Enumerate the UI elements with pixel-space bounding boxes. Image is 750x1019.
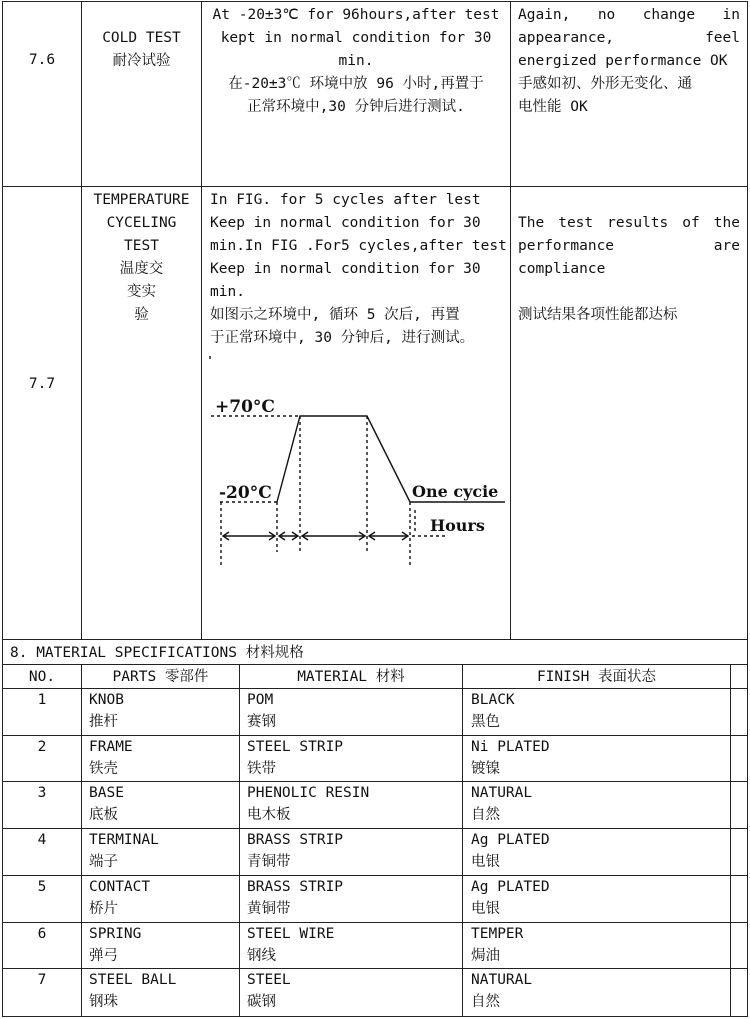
- method-line: min.In FIG .For5 cycles,after test: [210, 238, 507, 254]
- part-name-en: SPRING: [89, 926, 142, 942]
- table-border-right: [747, 1, 748, 1017]
- method-line: Keep in normal condition for 30: [210, 215, 481, 231]
- method-line: min.: [210, 284, 245, 300]
- finish-zh: 黑色: [471, 714, 500, 730]
- result-line: [518, 4, 740, 27]
- finish-en: Ag PLATED: [471, 832, 550, 848]
- part-name-en: KNOB: [89, 692, 124, 708]
- part-name-en: BASE: [89, 785, 124, 801]
- row-divider-7-7: [2, 639, 748, 640]
- result-word: feel: [705, 30, 740, 46]
- method-line: 正常环境中,30 分钟后进行测试.: [247, 99, 465, 115]
- test-name-zh: 耐冷试验: [112, 53, 171, 69]
- material-zh: 电木板: [247, 807, 291, 823]
- result-line: [518, 235, 740, 258]
- method-line: 在-20±3℃ 环境中放 96 小时,再置于: [228, 76, 484, 92]
- temperature-cycle-diagram: [205, 350, 508, 580]
- part-name-zh: 推杆: [89, 714, 118, 730]
- result-line: 手感如初、外形无变化、通: [518, 76, 692, 92]
- result-word: appearance,: [518, 30, 615, 46]
- row-number: 4: [37, 832, 47, 848]
- result-word: of: [682, 215, 700, 231]
- finish-en: NATURAL: [471, 972, 533, 988]
- part-name-en: STEEL BALL: [89, 972, 177, 988]
- finish-zh: 电银: [471, 901, 500, 917]
- material-en: BRASS STRIP: [247, 879, 344, 895]
- method-line: Keep in normal condition for 30: [210, 261, 481, 277]
- part-name-zh: 桥片: [89, 901, 118, 917]
- material-en: STEEL: [247, 972, 291, 988]
- result-line: 电性能 OK: [518, 99, 588, 115]
- table-border-top: [2, 1, 748, 2]
- material-zh: 黄铜带: [247, 901, 291, 917]
- finish-en: TEMPER: [471, 926, 524, 942]
- material-zh: 碳钢: [247, 994, 276, 1010]
- part-name-en: FRAME: [89, 739, 133, 755]
- result-line: energized performance OK: [518, 53, 728, 69]
- test-name-line: TEST: [124, 238, 159, 254]
- result-word: are: [713, 238, 740, 254]
- test-name-line: 温度交: [119, 261, 164, 277]
- one-cycle-label: One cycie: [412, 482, 499, 501]
- finish-zh: 电银: [471, 854, 500, 870]
- result-word: the: [713, 215, 740, 231]
- table-border-bottom: [2, 1016, 748, 1017]
- finish-en: NATURAL: [471, 785, 533, 801]
- test-name-line: TEMPERATURE: [93, 192, 190, 208]
- header-no: NO.: [28, 669, 56, 685]
- finish-en: Ag PLATED: [471, 879, 550, 895]
- row-number: 6: [37, 926, 47, 942]
- test-name-line: 变实: [127, 284, 156, 300]
- mat-col-divider: [730, 664, 731, 1017]
- row-number: 1: [37, 692, 47, 708]
- result-word: Again,: [518, 7, 571, 23]
- material-zh: 青铜带: [247, 854, 291, 870]
- material-en: PHENOLIC RESIN: [247, 785, 370, 801]
- part-name-en: TERMINAL: [89, 832, 159, 848]
- result-word: in: [722, 7, 740, 23]
- finish-en: Ni PLATED: [471, 739, 550, 755]
- row-number: 2: [37, 739, 47, 755]
- result-word: results: [607, 215, 669, 231]
- finish-zh: 焗油: [471, 948, 500, 964]
- part-name-zh: 底板: [89, 807, 118, 823]
- header-material: MATERIAL 材料: [297, 669, 405, 685]
- row-divider-7-6: [2, 186, 748, 187]
- material-en: STEEL STRIP: [247, 739, 344, 755]
- finish-zh: 自然: [471, 994, 500, 1010]
- part-name-zh: 端子: [89, 854, 118, 870]
- mat-col-divider: [462, 664, 463, 1017]
- method-line: In FIG. for 5 cycles after lest: [210, 192, 481, 208]
- result-word: no: [597, 7, 616, 23]
- hours-label: Hours: [430, 516, 485, 535]
- section-divider: [2, 664, 748, 665]
- result-line: compliance: [518, 261, 606, 277]
- method-line: kept in normal condition for 30: [220, 30, 492, 46]
- result-line: [518, 212, 740, 235]
- row-number: 7: [37, 972, 47, 988]
- low-temp-label: -20°C: [219, 483, 272, 503]
- test-name-line: CYCELING: [106, 215, 177, 231]
- header-finish: FINISH 表面状态: [536, 669, 657, 685]
- row-number: 3: [37, 785, 47, 801]
- result-line: 测试结果各项性能都达标: [518, 307, 678, 323]
- high-temp-label: +70°C: [215, 397, 275, 417]
- cycle-diagram-svg: [205, 350, 508, 580]
- method-line: At -20±3℃ for 96hours,after test: [212, 7, 500, 23]
- material-zh: 铁带: [247, 761, 276, 777]
- mat-col-divider: [239, 664, 240, 1017]
- result-word: test: [558, 215, 594, 231]
- finish-en: BLACK: [471, 692, 515, 708]
- header-parts: PARTS 零部件: [112, 669, 209, 685]
- result-word: change: [642, 7, 696, 23]
- section-title: 8. MATERIAL SPECIFICATIONS 材料规格: [10, 645, 304, 661]
- material-en: STEEL WIRE: [247, 926, 335, 942]
- mat-col-divider: [81, 664, 82, 1017]
- finish-zh: 自然: [471, 807, 500, 823]
- part-name-zh: 铁壳: [89, 761, 118, 777]
- result-line: [518, 27, 740, 50]
- table-border-left: [2, 1, 3, 1017]
- material-en: POM: [247, 692, 274, 708]
- result-word: performance: [518, 238, 615, 254]
- test-number: 7.6: [28, 52, 56, 68]
- test-name-line: 验: [134, 307, 149, 323]
- test-name-en: COLD TEST: [102, 30, 181, 46]
- test-number: 7.7: [28, 376, 56, 392]
- part-name-en: CONTACT: [89, 879, 151, 895]
- col-divider-2: [201, 1, 202, 640]
- part-name-zh: 钢珠: [89, 994, 118, 1010]
- method-line: 如图示之环境中, 循环 5 次后, 再置: [210, 307, 460, 323]
- finish-zh: 镀镍: [471, 761, 500, 777]
- result-word: The: [518, 215, 545, 231]
- method-line: 于正常环境中, 30 分钟后, 进行测试。: [210, 330, 475, 346]
- method-line: min.: [338, 53, 374, 69]
- part-name-zh: 弹弓: [89, 948, 118, 964]
- material-zh: 赛钢: [247, 714, 276, 730]
- col-divider-3: [510, 1, 511, 640]
- material-zh: 钢线: [247, 948, 276, 964]
- row-number: 5: [37, 879, 47, 895]
- material-en: BRASS STRIP: [247, 832, 344, 848]
